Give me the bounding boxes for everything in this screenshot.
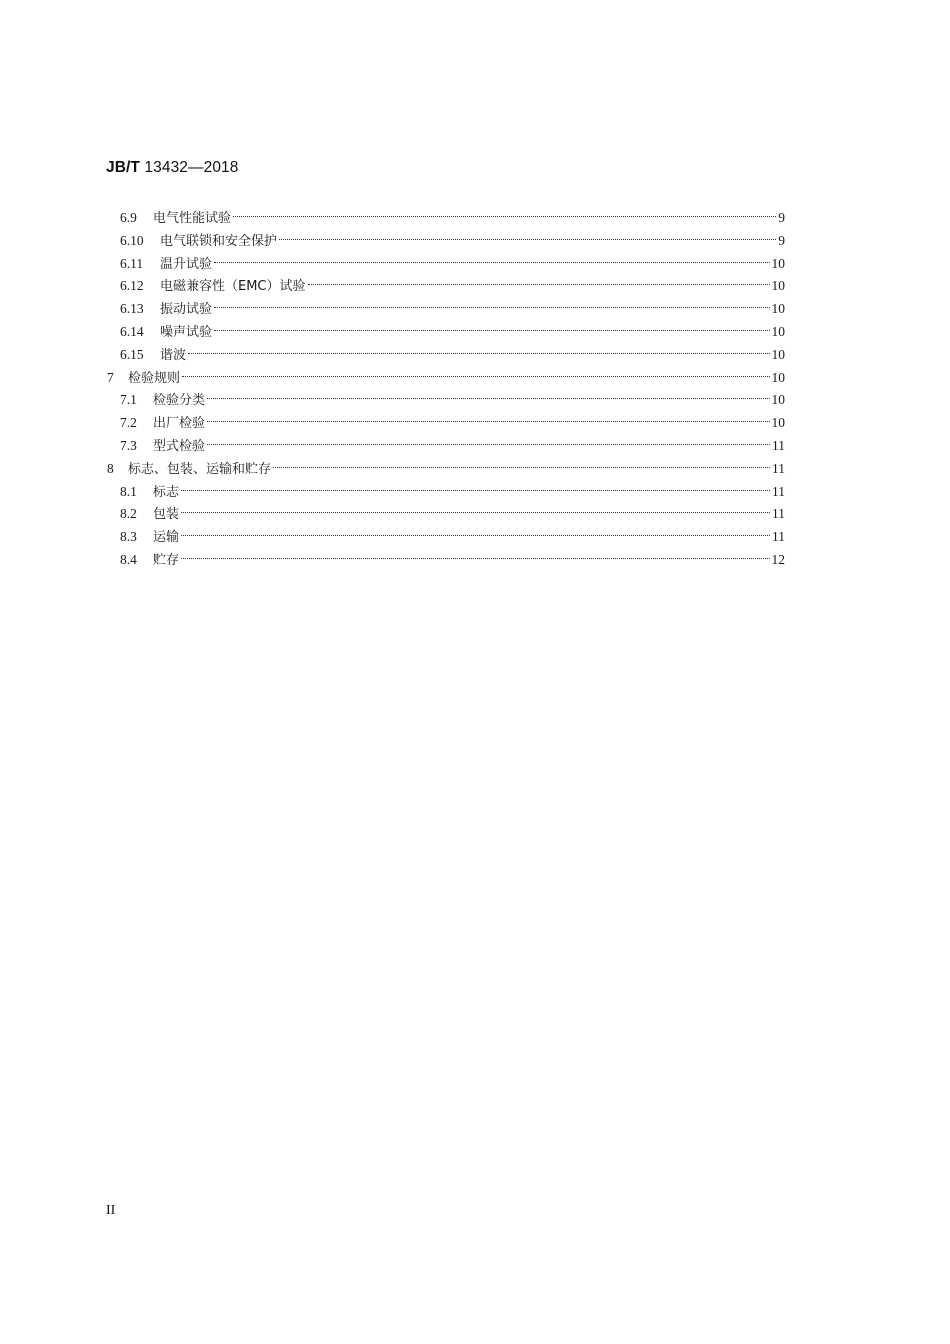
toc-entry[interactable] xyxy=(120,496,785,523)
toc-entry-number: 8.3 xyxy=(120,529,137,545)
toc-entry-number: 6.9 xyxy=(120,210,137,225)
toc-entry-title: 出厂检验 xyxy=(153,416,206,432)
toc-entry[interactable] xyxy=(120,428,785,454)
toc-entry-title: 温升试验 xyxy=(160,256,213,272)
toc-dot-leader xyxy=(308,268,770,290)
toc-entry-number: 8.1 xyxy=(120,483,137,499)
toc-entry[interactable] xyxy=(120,246,785,272)
toc-entry[interactable] xyxy=(120,268,785,295)
toc-dot-leader xyxy=(182,360,769,382)
toc-entry-number: 7.1 xyxy=(120,392,137,408)
toc-entry[interactable] xyxy=(107,451,785,477)
toc-dot-leader xyxy=(279,223,776,245)
toc-entry-title: 电气联锁和安全保护 xyxy=(160,233,278,249)
toc-entry[interactable] xyxy=(120,519,785,546)
toc-entry-page: 11 xyxy=(772,506,785,522)
toc-entry-number: 6.11 xyxy=(120,255,144,271)
toc-entry[interactable] xyxy=(120,223,785,249)
toc-entry-title: 噪声试验 xyxy=(160,325,213,340)
toc-entry-page: 10 xyxy=(771,369,785,385)
toc-dot-leader xyxy=(181,496,770,518)
toc-entry-page: 11 xyxy=(772,529,785,545)
toc-entry-page: 11 xyxy=(772,483,785,499)
toc-entry-title: 包装 xyxy=(153,507,180,523)
toc-dot-leader xyxy=(181,519,770,541)
toc-entry-page: 11 xyxy=(772,460,785,476)
toc-entry[interactable] xyxy=(120,200,785,226)
toc-entry-number: 6.12 xyxy=(120,278,144,294)
toc-entry-page: 10 xyxy=(771,392,785,408)
toc-entry-title: 谐波 xyxy=(160,347,187,363)
standard-prefix: JB/T xyxy=(106,159,140,176)
toc-dot-leader xyxy=(214,246,769,268)
toc-entry-page: 10 xyxy=(771,415,785,431)
toc-entry[interactable] xyxy=(107,360,785,386)
toc-entry-number: 7.2 xyxy=(120,415,137,431)
toc-entry-page: 12 xyxy=(771,552,785,567)
toc-entry-number: 7.3 xyxy=(120,438,137,453)
toc-dot-leader xyxy=(207,405,769,427)
toc-dot-leader xyxy=(233,200,776,222)
toc-entry-title: 检验规则 xyxy=(128,370,181,386)
toc-dot-leader xyxy=(214,314,769,336)
toc-entry[interactable] xyxy=(120,382,785,409)
toc-entry-number: 8 xyxy=(107,460,114,476)
toc-entry-page: 10 xyxy=(771,278,785,294)
toc-entry[interactable] xyxy=(120,337,785,363)
toc-entry-title: 标志 xyxy=(153,484,180,500)
toc-dot-leader xyxy=(273,451,770,473)
toc-entry-title: 型式检验 xyxy=(153,439,206,454)
toc-dot-leader xyxy=(214,291,769,313)
page-header xyxy=(106,159,239,177)
toc-entry-number: 8.4 xyxy=(120,552,137,567)
toc-entry-page: 11 xyxy=(772,438,785,453)
toc-entry-page: 10 xyxy=(771,255,785,271)
toc-entry-number: 6.10 xyxy=(120,232,144,248)
toc-entry[interactable] xyxy=(120,314,785,340)
toc-entry-title: 贮存 xyxy=(153,553,180,568)
standard-number: 13432—2018 xyxy=(140,159,239,176)
toc-entry-title: 检验分类 xyxy=(153,393,206,409)
toc-entry-number: 8.2 xyxy=(120,506,137,522)
toc-entry-number: 7 xyxy=(107,369,114,385)
toc-entry-page: 10 xyxy=(771,346,785,362)
toc-entry-title: 电气性能试验 xyxy=(153,211,232,226)
toc-dot-leader xyxy=(181,542,769,564)
toc-entry-title: 运输 xyxy=(153,530,180,546)
toc-entry-page: 10 xyxy=(771,301,785,317)
toc-entry-page: 9 xyxy=(778,210,785,225)
toc-entry-page: 9 xyxy=(778,232,785,248)
toc-entry-number: 6.15 xyxy=(120,346,144,362)
toc-dot-leader xyxy=(181,474,770,496)
toc-dot-leader xyxy=(188,337,769,359)
page-number: II xyxy=(106,1203,116,1218)
toc-dot-leader xyxy=(207,428,770,450)
toc-entry-number: 6.13 xyxy=(120,301,144,317)
toc-entry-title: 振动试验 xyxy=(160,302,213,318)
toc-entry[interactable] xyxy=(120,474,785,500)
toc-entry[interactable] xyxy=(120,291,785,318)
toc-entry[interactable] xyxy=(120,542,785,568)
toc-entry-page: 10 xyxy=(771,324,785,339)
toc-entry-title: 标志、包装、运输和贮存 xyxy=(128,461,272,477)
toc-entry-title: 电磁兼容性（EMC）试验 xyxy=(160,279,306,295)
toc-dot-leader xyxy=(207,382,769,404)
toc-entry[interactable] xyxy=(120,405,785,432)
toc-entry-number: 6.14 xyxy=(120,324,144,339)
